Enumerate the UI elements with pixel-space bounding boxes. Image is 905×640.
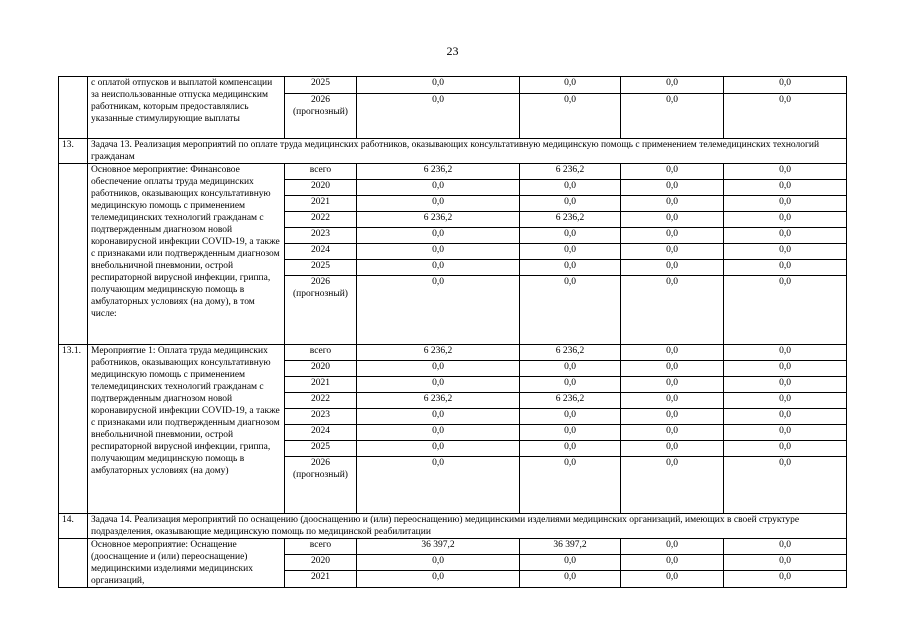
value-cell: 0,0	[357, 409, 520, 425]
value-cell: 0,0	[520, 244, 621, 260]
value-cell: 0,0	[520, 228, 621, 244]
value-cell: 0,0	[520, 441, 621, 457]
value-cell: 0,0	[724, 457, 847, 514]
value-cell: 0,0	[621, 164, 724, 180]
value-cell: 0,0	[621, 77, 724, 94]
value-cell: 0,0	[724, 345, 847, 361]
year-cell: 2024	[285, 425, 357, 441]
value-cell: 0,0	[724, 276, 847, 345]
value-cell: 6 236,2	[357, 345, 520, 361]
year-cell: 2021	[285, 196, 357, 212]
description-cell: Основное мероприятие: Финансовое обеспечение оплаты труда медицинских работников, оказывающих консультативную медицинскую помощь с применением телемедицинских технологий гражданам с подтвержденным диагнозом новой коронавирусной инфекции COVID-19, а также с признаками или подтвержденным диагнозом внебольничной пневмонии, острой респираторной вирусной инфекции, гриппа, получающим медицинскую помощь в амбулаторных условиях (на дому), в том числе:	[88, 164, 285, 345]
value-cell: 0,0	[357, 260, 520, 276]
task-row	[59, 514, 847, 539]
value-cell: 0,0	[724, 212, 847, 228]
value-cell: 0,0	[357, 180, 520, 196]
value-cell: 0,0	[621, 345, 724, 361]
value-cell: 0,0	[621, 393, 724, 409]
year-cell: 2022	[285, 212, 357, 228]
value-cell: 6 236,2	[357, 393, 520, 409]
value-cell: 0,0	[621, 196, 724, 212]
table-row	[59, 345, 847, 361]
value-cell: 6 236,2	[520, 164, 621, 180]
value-cell: 0,0	[357, 196, 520, 212]
year-cell: всего	[285, 539, 357, 555]
value-cell: 0,0	[621, 180, 724, 196]
table-row	[59, 164, 847, 180]
value-cell: 0,0	[621, 94, 724, 139]
year-cell: 2020	[285, 554, 357, 571]
value-cell: 0,0	[357, 228, 520, 244]
value-cell: 0,0	[621, 212, 724, 228]
value-cell: 0,0	[520, 180, 621, 196]
row-number-cell	[59, 77, 88, 139]
value-cell: 0,0	[520, 94, 621, 139]
year-cell: 2026 (прогнозный)	[285, 94, 357, 139]
budget-table	[58, 76, 847, 588]
year-cell: 2025	[285, 441, 357, 457]
value-cell: 0,0	[357, 425, 520, 441]
value-cell: 0,0	[621, 276, 724, 345]
value-cell: 0,0	[724, 425, 847, 441]
year-cell: 2025	[285, 260, 357, 276]
value-cell: 0,0	[520, 276, 621, 345]
task-title: Задача 13. Реализация мероприятий по оплате труда медицинских работников, оказывающих консультативную медицинскую помощь с применением телемедицинских технологий гражданам	[88, 139, 847, 164]
value-cell: 6 236,2	[520, 212, 621, 228]
value-cell: 0,0	[621, 571, 724, 588]
value-cell: 0,0	[724, 244, 847, 260]
value-cell: 0,0	[357, 377, 520, 393]
value-cell: 0,0	[357, 457, 520, 514]
value-cell: 0,0	[357, 244, 520, 260]
value-cell: 0,0	[724, 539, 847, 555]
value-cell: 0,0	[621, 409, 724, 425]
value-cell: 0,0	[621, 441, 724, 457]
row-number-cell	[59, 164, 88, 345]
task-title: Задача 14. Реализация мероприятий по оснащению (дооснащению и (или) переоснащению) медицинскими изделиями медицинских организаций, имеющих в своей структуре подразделения, оказывающие медицинскую помощь по медицинской реабилитации	[88, 514, 847, 539]
value-cell: 0,0	[724, 393, 847, 409]
year-cell: 2026 (прогнозный)	[285, 276, 357, 345]
value-cell: 0,0	[621, 377, 724, 393]
year-cell: 2020	[285, 180, 357, 196]
value-cell: 0,0	[520, 196, 621, 212]
value-cell: 0,0	[621, 244, 724, 260]
year-cell: 2025	[285, 77, 357, 94]
value-cell: 0,0	[520, 554, 621, 571]
value-cell: 0,0	[724, 180, 847, 196]
value-cell: 6 236,2	[357, 212, 520, 228]
description-cell: с оплатой отпусков и выплатой компенсации за неиспользованные отпуска медицинским работникам, которым предоставлялись указанные стимулирующие выплаты	[88, 77, 285, 139]
value-cell: 6 236,2	[520, 393, 621, 409]
value-cell: 0,0	[520, 571, 621, 588]
value-cell: 0,0	[621, 539, 724, 555]
year-cell: 2020	[285, 361, 357, 377]
value-cell: 0,0	[724, 554, 847, 571]
value-cell: 0,0	[520, 377, 621, 393]
value-cell: 0,0	[520, 425, 621, 441]
value-cell: 6 236,2	[357, 164, 520, 180]
value-cell: 0,0	[724, 260, 847, 276]
year-cell: 2022	[285, 393, 357, 409]
value-cell: 0,0	[724, 196, 847, 212]
row-number-cell	[59, 539, 88, 588]
year-cell: 2021	[285, 571, 357, 588]
value-cell: 0,0	[621, 228, 724, 244]
value-cell: 0,0	[621, 260, 724, 276]
value-cell: 0,0	[357, 441, 520, 457]
value-cell: 0,0	[357, 361, 520, 377]
value-cell: 0,0	[621, 425, 724, 441]
value-cell: 0,0	[357, 554, 520, 571]
value-cell: 0,0	[724, 94, 847, 139]
year-cell: всего	[285, 345, 357, 361]
task-number: 14.	[59, 514, 88, 539]
value-cell: 0,0	[520, 77, 621, 94]
table-row	[59, 539, 847, 555]
page-number: 23	[446, 44, 459, 58]
year-cell: 2023	[285, 409, 357, 425]
value-cell: 36 397,2	[520, 539, 621, 555]
year-cell: всего	[285, 164, 357, 180]
year-cell: 2026 (прогнозный)	[285, 457, 357, 514]
value-cell: 0,0	[724, 77, 847, 94]
value-cell: 0,0	[724, 361, 847, 377]
year-cell: 2024	[285, 244, 357, 260]
value-cell: 0,0	[724, 409, 847, 425]
value-cell: 0,0	[520, 457, 621, 514]
value-cell: 0,0	[520, 361, 621, 377]
table-row	[59, 77, 847, 94]
value-cell: 0,0	[724, 164, 847, 180]
value-cell: 0,0	[724, 228, 847, 244]
value-cell: 6 236,2	[520, 345, 621, 361]
year-cell: 2023	[285, 228, 357, 244]
value-cell: 0,0	[520, 260, 621, 276]
value-cell: 0,0	[357, 571, 520, 588]
description-cell: Основное мероприятие: Оснащение (дооснащение и (или) переоснащение) медицинскими изделиями медицинских организаций,	[88, 539, 285, 588]
row-number-cell: 13.1.	[59, 345, 88, 514]
value-cell: 0,0	[357, 276, 520, 345]
value-cell: 0,0	[724, 377, 847, 393]
year-cell: 2021	[285, 377, 357, 393]
value-cell: 0,0	[357, 77, 520, 94]
value-cell: 0,0	[520, 409, 621, 425]
task-row	[59, 139, 847, 164]
value-cell: 0,0	[621, 361, 724, 377]
value-cell: 0,0	[724, 571, 847, 588]
value-cell: 36 397,2	[357, 539, 520, 555]
task-number: 13.	[59, 139, 88, 164]
value-cell: 0,0	[621, 554, 724, 571]
value-cell: 0,0	[357, 94, 520, 139]
value-cell: 0,0	[621, 457, 724, 514]
description-cell: Мероприятие 1: Оплата труда медицинских работников, оказывающих консультативную медицинскую помощь с применением телемедицинских технологий гражданам с подтвержденным диагнозом новой коронавирусной инфекции COVID-19, а также с признаками или подтвержденным диагнозом внебольничной пневмонии, острой респираторной вирусной инфекции, гриппа, получающим медицинскую помощь в амбулаторных условиях (на дому)	[88, 345, 285, 514]
value-cell: 0,0	[724, 441, 847, 457]
